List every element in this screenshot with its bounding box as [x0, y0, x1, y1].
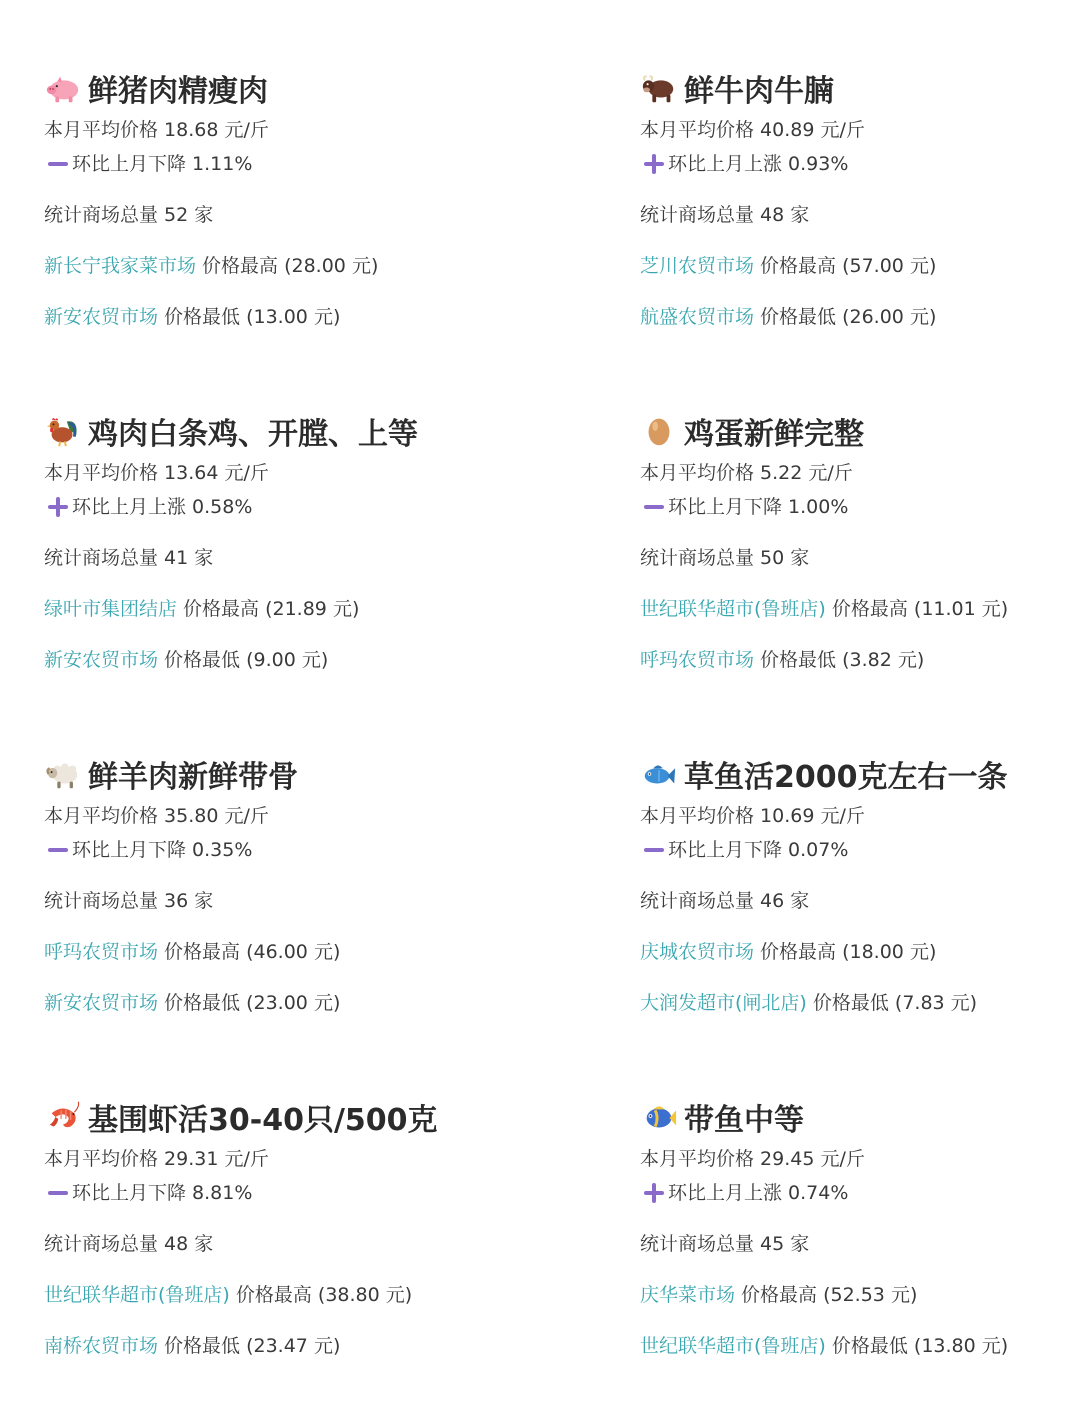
card-header	[44, 1091, 544, 1143]
lowest-price-text: 价格最低 (23.00 元)	[158, 992, 341, 1014]
change-text: 环比上月下降 0.07%	[668, 839, 849, 861]
market-count: 统计商场总量 52 家	[44, 204, 214, 226]
card-header	[640, 1091, 1080, 1143]
highest-price-text: 价格最高 (57.00 元)	[754, 255, 937, 277]
card-header	[640, 748, 1080, 800]
highest-price-text: 价格最高 (11.01 元)	[825, 598, 1009, 620]
highest-market-link[interactable]: 绿叶市集团结店	[44, 598, 178, 620]
change-text: 环比上月下降 8.81%	[72, 1182, 253, 1204]
highest-market-link[interactable]: 呼玛农贸市场	[44, 941, 159, 963]
minus-icon	[642, 833, 664, 867]
item-title: 带鱼中等	[684, 1103, 804, 1138]
highest-price-text: 价格最高 (21.89 元)	[177, 598, 360, 620]
card-header	[44, 748, 544, 800]
change-text: 环比上月下降 1.11%	[72, 153, 253, 175]
highest-price-row	[640, 249, 1080, 300]
highest-price-text: 价格最高 (52.53 元)	[735, 1284, 918, 1306]
card-header	[44, 62, 544, 114]
highest-price-text: 价格最高 (38.80 元)	[229, 1284, 413, 1306]
lowest-price-text: 价格最低 (26.00 元)	[754, 306, 937, 328]
highest-market-link[interactable]: 庆城农贸市场	[640, 941, 755, 963]
shrimp-icon	[44, 1098, 82, 1136]
month-change	[640, 490, 1080, 541]
plus-icon	[642, 1176, 664, 1210]
market-count: 统计商场总量 50 家	[640, 547, 810, 569]
highest-market-link[interactable]: 新长宁我家菜市场	[44, 255, 197, 277]
lowest-price-text: 价格最低 (13.80 元)	[825, 1335, 1009, 1357]
month-change	[44, 490, 544, 541]
lowest-price-text: 价格最低 (13.00 元)	[158, 306, 341, 328]
highest-price-row	[44, 249, 544, 300]
avg-price: 本月平均价格 29.45 元/斤	[640, 1148, 865, 1170]
lowest-price-text: 价格最低 (3.82 元)	[754, 649, 925, 671]
lowest-price-row	[44, 986, 544, 1037]
tropical-fish-icon	[640, 1098, 678, 1136]
lowest-price-text: 价格最低 (7.83 元)	[806, 992, 978, 1014]
highest-price-row	[44, 935, 544, 986]
market-count: 统计商场总量 48 家	[44, 1233, 214, 1255]
minus-icon	[46, 833, 68, 867]
price-card	[640, 748, 1080, 1037]
avg-price: 本月平均价格 29.31 元/斤	[44, 1148, 269, 1170]
lowest-market-link[interactable]: 呼玛农贸市场	[640, 649, 755, 671]
avg-price: 本月平均价格 5.22 元/斤	[640, 462, 853, 484]
highest-market-link[interactable]: 世纪联华超市(鲁班店)	[44, 1284, 230, 1306]
lowest-price-row	[640, 986, 1080, 1037]
price-card	[44, 405, 544, 694]
plus-icon	[46, 490, 68, 524]
highest-price-row	[640, 592, 1080, 643]
fish-icon	[640, 755, 678, 793]
highest-price-text: 价格最高 (46.00 元)	[158, 941, 341, 963]
month-change	[640, 833, 1080, 884]
avg-price: 本月平均价格 40.89 元/斤	[640, 119, 865, 141]
egg-icon	[640, 412, 678, 450]
month-change	[44, 833, 544, 884]
lowest-market-link[interactable]: 新安农贸市场	[44, 306, 159, 328]
item-title: 鲜羊肉新鲜带骨	[88, 760, 298, 795]
lowest-price-text: 价格最低 (9.00 元)	[158, 649, 329, 671]
highest-price-text: 价格最高 (18.00 元)	[754, 941, 937, 963]
highest-price-row	[640, 1278, 1080, 1329]
lowest-price-row	[640, 1329, 1080, 1380]
avg-price: 本月平均价格 35.80 元/斤	[44, 805, 269, 827]
lowest-market-link[interactable]: 航盛农贸市场	[640, 306, 755, 328]
lowest-market-link[interactable]: 南桥农贸市场	[44, 1335, 159, 1357]
change-text: 环比上月下降 1.00%	[668, 496, 849, 518]
item-title: 基围虾活30-40只/500克	[88, 1103, 438, 1138]
avg-price: 本月平均价格 18.68 元/斤	[44, 119, 269, 141]
price-card	[640, 405, 1080, 694]
rooster-icon	[44, 412, 82, 450]
lowest-price-row	[44, 643, 544, 694]
price-card	[640, 1091, 1080, 1380]
lowest-market-link[interactable]: 大润发超市(闸北店)	[640, 992, 807, 1014]
minus-icon	[46, 147, 68, 181]
price-card	[640, 62, 1080, 351]
lowest-price-row	[44, 300, 544, 351]
highest-price-row	[640, 935, 1080, 986]
market-count: 统计商场总量 46 家	[640, 890, 810, 912]
price-card	[44, 1091, 544, 1380]
plus-icon	[642, 147, 664, 181]
change-text: 环比上月上涨 0.74%	[668, 1182, 849, 1204]
ox-icon	[640, 69, 678, 107]
avg-price: 本月平均价格 10.69 元/斤	[640, 805, 865, 827]
lowest-price-row	[44, 1329, 544, 1380]
highest-market-link[interactable]: 芝川农贸市场	[640, 255, 755, 277]
lowest-price-row	[640, 643, 1080, 694]
highest-price-text: 价格最高 (28.00 元)	[196, 255, 379, 277]
lowest-price-row	[640, 300, 1080, 351]
card-header	[640, 405, 1080, 457]
highest-price-row	[44, 592, 544, 643]
item-title: 鲜牛肉牛腩	[684, 74, 834, 109]
card-header	[640, 62, 1080, 114]
month-change	[44, 1176, 544, 1227]
lowest-market-link[interactable]: 新安农贸市场	[44, 992, 159, 1014]
pig-icon	[44, 69, 82, 107]
lowest-price-text: 价格最低 (23.47 元)	[158, 1335, 341, 1357]
change-text: 环比上月上涨 0.93%	[668, 153, 849, 175]
price-card	[44, 748, 544, 1037]
minus-icon	[642, 490, 664, 524]
highest-price-row	[44, 1278, 544, 1329]
lowest-market-link[interactable]: 世纪联华超市(鲁班店)	[640, 1335, 826, 1357]
price-card	[44, 62, 544, 351]
highest-market-link[interactable]: 世纪联华超市(鲁班店)	[640, 598, 826, 620]
month-change	[44, 147, 544, 198]
card-header	[44, 405, 544, 457]
avg-price: 本月平均价格 13.64 元/斤	[44, 462, 269, 484]
lowest-market-link[interactable]: 新安农贸市场	[44, 649, 159, 671]
month-change	[640, 147, 1080, 198]
change-text: 环比上月上涨 0.58%	[72, 496, 253, 518]
month-change	[640, 1176, 1080, 1227]
market-count: 统计商场总量 36 家	[44, 890, 214, 912]
item-title: 鸡蛋新鲜完整	[684, 417, 864, 452]
item-title: 草鱼活2000克左右一条	[684, 760, 1008, 795]
highest-market-link[interactable]: 庆华菜市场	[640, 1284, 736, 1306]
market-count: 统计商场总量 45 家	[640, 1233, 810, 1255]
minus-icon	[46, 1176, 68, 1210]
sheep-icon	[44, 755, 82, 793]
market-count: 统计商场总量 41 家	[44, 547, 214, 569]
market-count: 统计商场总量 48 家	[640, 204, 810, 226]
change-text: 环比上月下降 0.35%	[72, 839, 253, 861]
item-title: 鲜猪肉精瘦肉	[88, 74, 268, 109]
item-title: 鸡肉白条鸡、开膛、上等	[88, 417, 418, 452]
